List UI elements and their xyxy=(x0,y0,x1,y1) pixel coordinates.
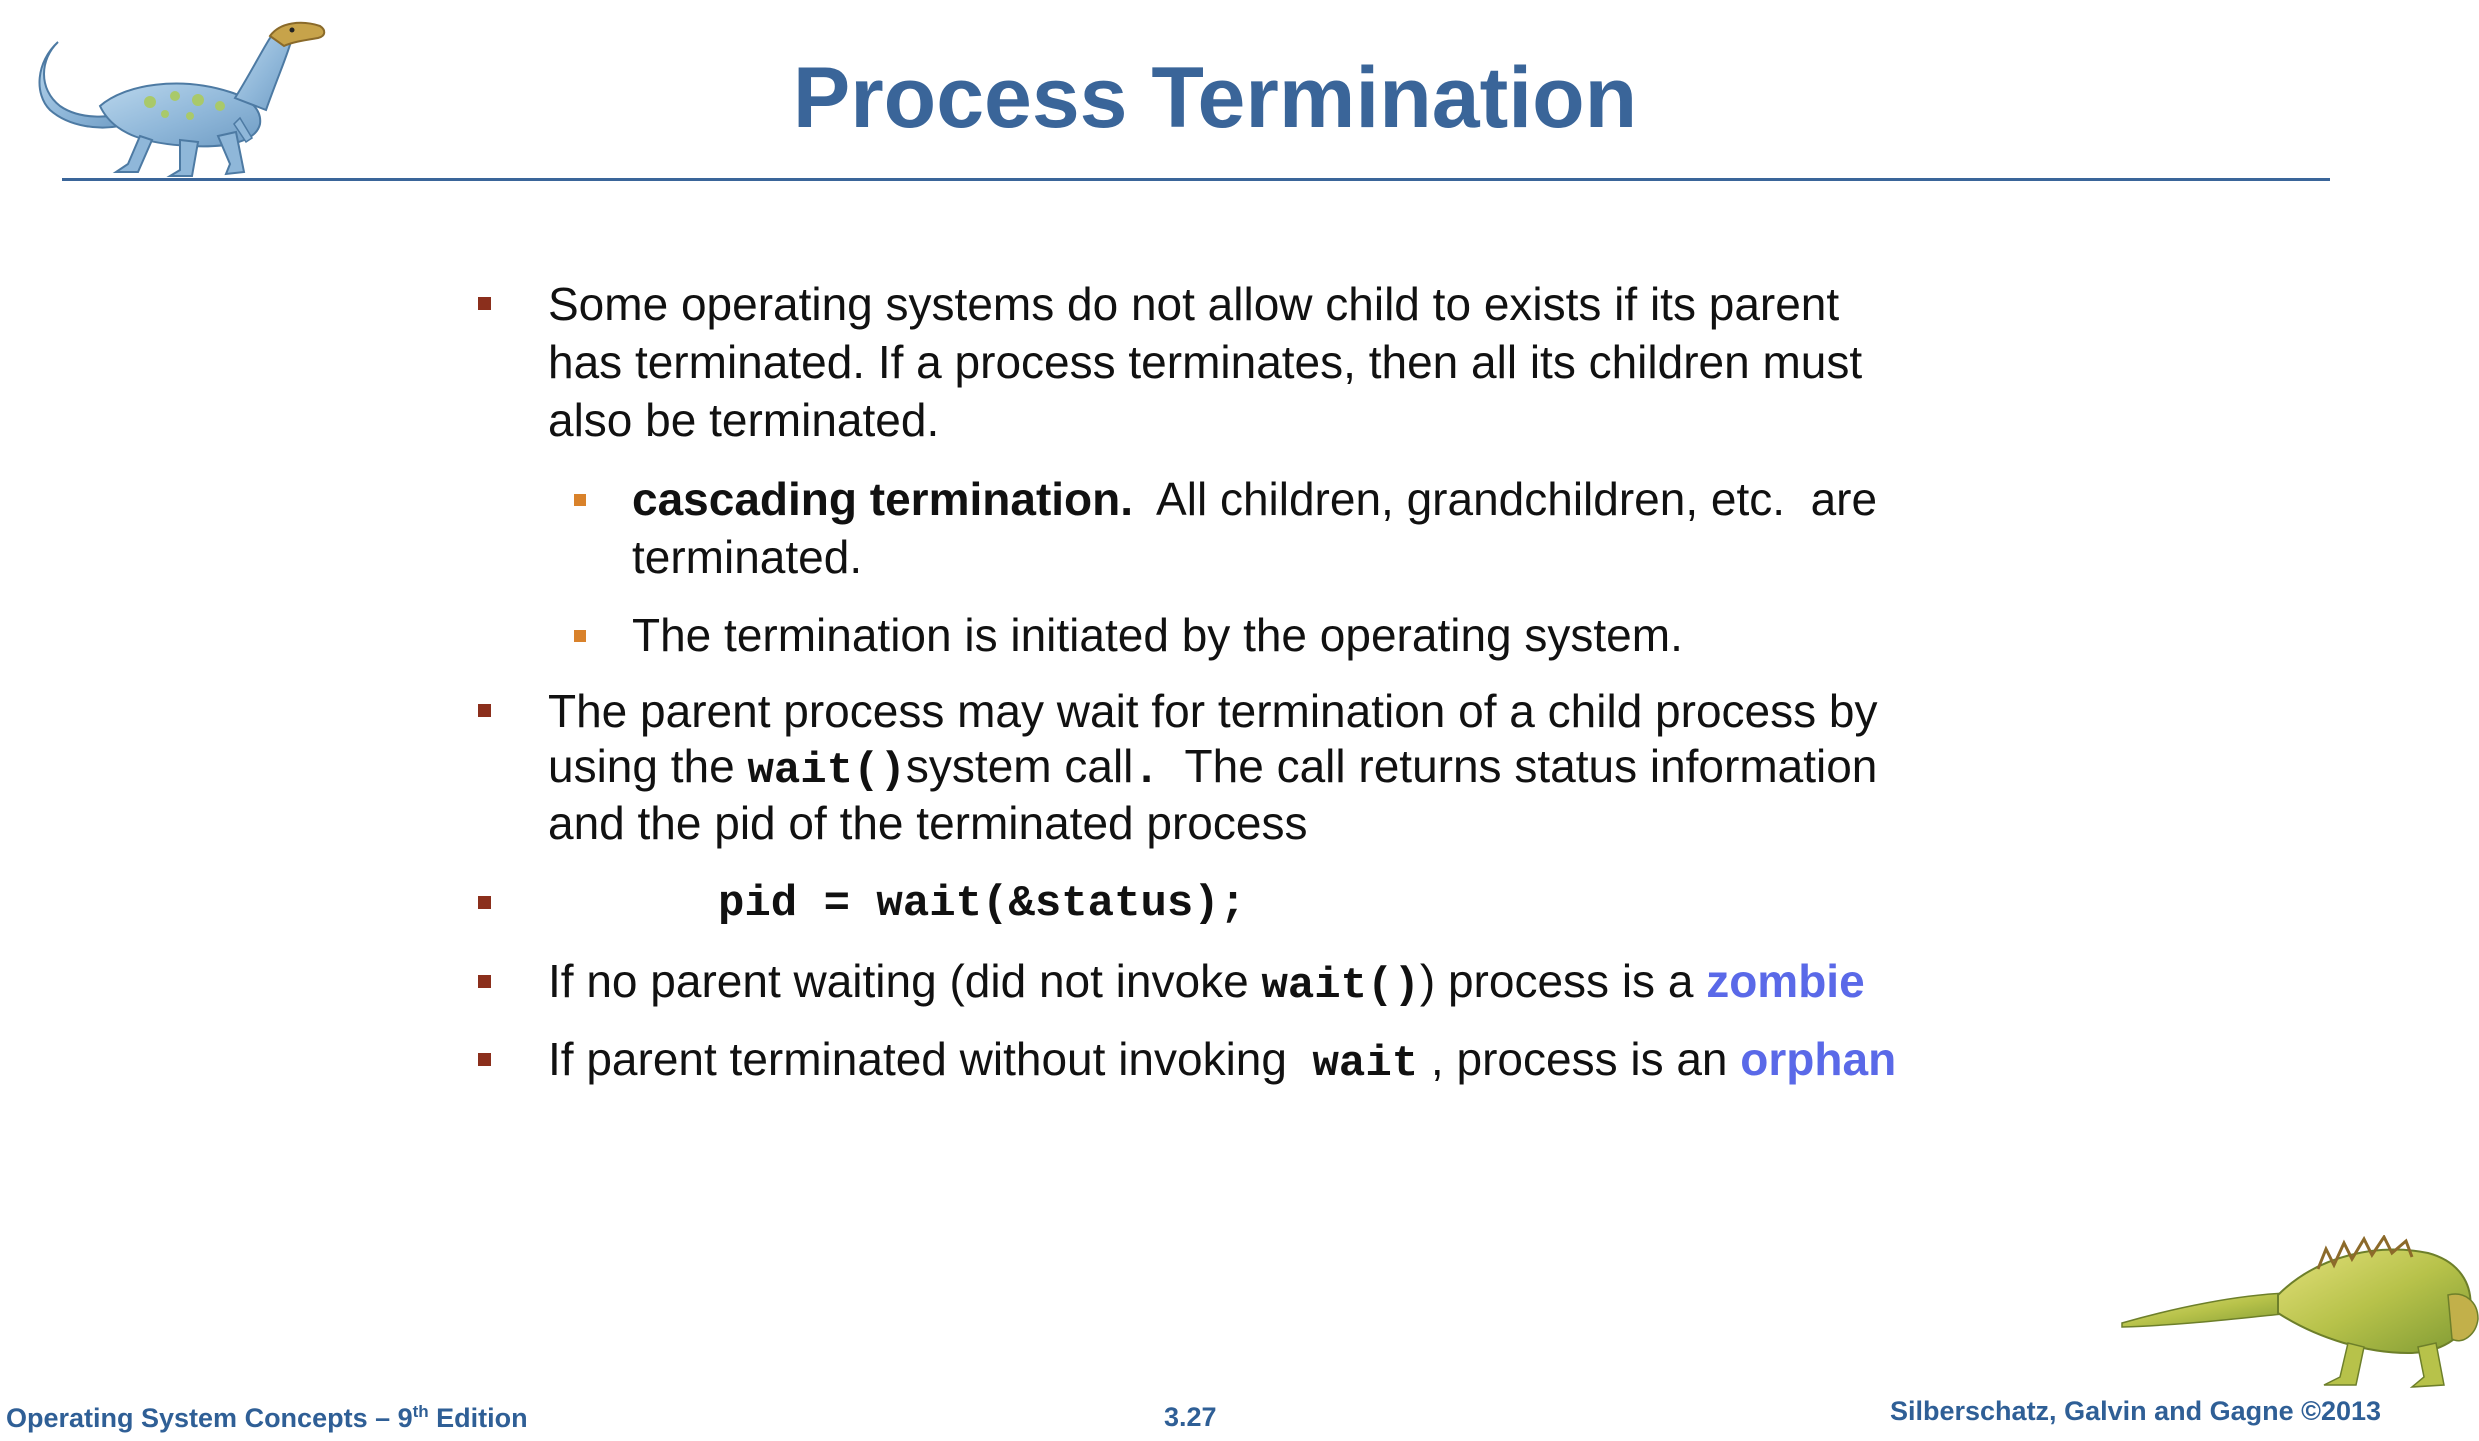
wait-call-code: wait() xyxy=(747,746,906,796)
bullet-2-period: . xyxy=(1133,746,1160,796)
footer-book-title xyxy=(6,1402,528,1434)
bullet-2-line-2 xyxy=(548,738,1877,800)
bullet-marker xyxy=(478,975,491,988)
sub-bullet-marker xyxy=(574,494,586,506)
bullet-marker xyxy=(478,1053,491,1066)
footer-edition-suffix: th xyxy=(412,1402,429,1421)
dinosaur-footer-icon xyxy=(2118,1235,2479,1391)
bullet-marker xyxy=(478,297,491,310)
footer-book-title-text: Operating System Concepts – 9 xyxy=(6,1403,413,1433)
bullet-2-text-pre: using the xyxy=(548,740,748,792)
bullet-marker xyxy=(478,896,491,909)
cascading-termination-term: cascading termination. xyxy=(632,473,1134,525)
footer-page-number: 3.27 xyxy=(1164,1402,1217,1432)
bullet-4-text-post: ) process is a xyxy=(1419,955,1707,1007)
bullet-4-text-pre: If no parent waiting (did not invoke xyxy=(548,955,1262,1007)
wait-code: wait xyxy=(1312,1039,1419,1089)
sub-bullet-1-line-2: terminated. xyxy=(632,531,863,583)
bullet-2-text-rest: The call returns status information xyxy=(1159,740,1878,792)
zombie-term: zombie xyxy=(1706,955,1865,1007)
bullet-2-line-3: and the pid of the terminated process xyxy=(548,797,1308,849)
wait-call-code: wait() xyxy=(1261,961,1420,1011)
pid-wait-code: pid = wait(&status); xyxy=(718,879,1247,929)
bullet-2-line-1: The parent process may wait for termination of a child process by xyxy=(548,685,1878,737)
sub-bullet-2: The termination is initiated by the operating system. xyxy=(632,609,1683,661)
bullet-5 xyxy=(548,1031,1896,1093)
footer-edition-text: Edition xyxy=(428,1403,528,1433)
bullet-5-text-post: , process is an xyxy=(1418,1033,1741,1085)
footer-authors: Silberschatz, Galvin and Gagne ©2013 xyxy=(1890,1396,2382,1426)
sub-bullet-1-text: All children, grandchildren, etc. are xyxy=(1133,473,1878,525)
orphan-term: orphan xyxy=(1740,1033,1897,1085)
bullet-1-line-1: Some operating systems do not allow child to exists if its parent xyxy=(548,278,1840,330)
sub-bullet-1-line-1 xyxy=(632,471,1877,528)
slide-title: Process Termination xyxy=(792,50,1638,146)
bullet-5-text-pre: If parent terminated without invoking xyxy=(548,1033,1313,1085)
bullet-1-line-3: also be terminated. xyxy=(548,394,940,446)
bullet-2-text-post: system call xyxy=(905,740,1134,792)
bullet-marker xyxy=(478,704,491,717)
bullet-1-line-2: has terminated. If a process terminates, then all its children must xyxy=(548,336,1863,388)
sub-bullet-marker xyxy=(574,630,586,642)
bullet-4 xyxy=(548,953,1865,1015)
